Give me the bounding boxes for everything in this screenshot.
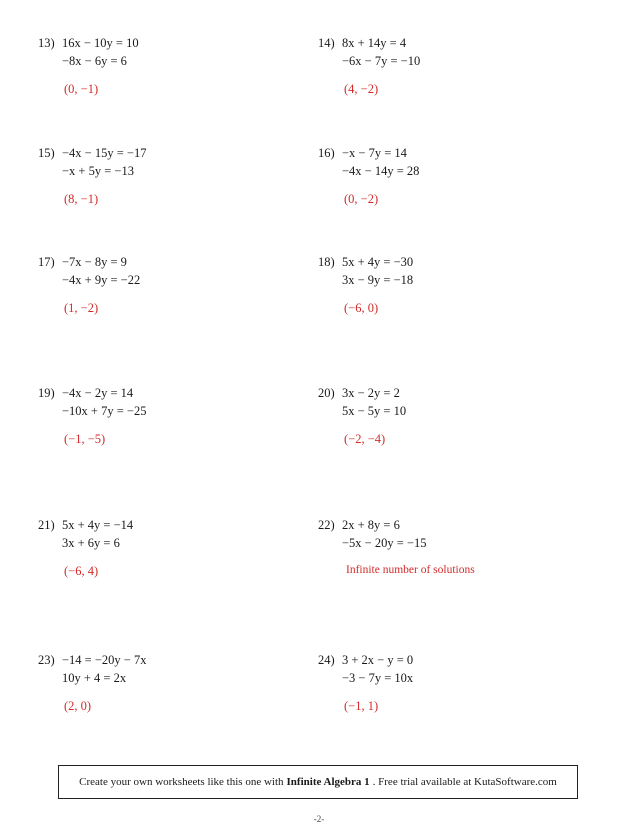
problem-number: 22): [318, 518, 335, 532]
equation-2: −3 − 7y = 10x: [342, 671, 414, 685]
problem-number: 15): [38, 146, 55, 160]
problem-number: 17): [38, 255, 55, 269]
equation-1: −4x − 15y = −17: [62, 146, 147, 160]
footer-suffix: . Free trial available at KutaSoftware.com: [372, 776, 557, 788]
equation-1: 5x + 4y = −30: [342, 255, 414, 269]
problem-number: 20): [318, 386, 335, 400]
equation-1: 3x − 2y = 2: [342, 386, 400, 400]
answer: (−1, −5): [64, 432, 106, 446]
equation-1: 8x + 14y = 4: [342, 36, 407, 50]
problem-number: 23): [38, 653, 55, 667]
equation-1: −x − 7y = 14: [342, 146, 407, 160]
equation-2: −4x − 14y = 28: [342, 164, 420, 178]
equation-2: −4x + 9y = −22: [62, 273, 141, 287]
answer: (0, −1): [64, 82, 99, 96]
problem-number: 24): [318, 653, 335, 667]
problem-number: 13): [38, 36, 55, 50]
answer: (0, −2): [344, 192, 379, 206]
answer: (8, −1): [64, 192, 99, 206]
answer: (−1, 1): [344, 699, 379, 713]
problem-number: 21): [38, 518, 55, 532]
problem-number: 18): [318, 255, 335, 269]
answer: (1, −2): [64, 301, 99, 315]
footer-prefix: Create your own worksheets like this one with: [79, 776, 284, 788]
footer-banner: [58, 765, 578, 799]
equation-2: 5x − 5y = 10: [342, 404, 407, 418]
equation-1: −14 = −20y − 7x: [62, 653, 147, 667]
equation-2: 3x − 9y = −18: [342, 273, 414, 287]
problem-number: 14): [318, 36, 335, 50]
answer: (−2, −4): [344, 432, 386, 446]
equation-2: 10y + 4 = 2x: [62, 671, 127, 685]
equation-1: 2x + 8y = 6: [342, 518, 400, 532]
answer: (2, 0): [64, 699, 92, 713]
footer-product: Infinite Algebra 1: [286, 776, 370, 788]
equation-1: 3 + 2x − y = 0: [342, 653, 414, 667]
equation-2: −5x − 20y = −15: [342, 536, 427, 550]
equation-2: 3x + 6y = 6: [62, 536, 120, 550]
equation-1: −4x − 2y = 14: [62, 386, 134, 400]
problem-number: 19): [38, 386, 55, 400]
equation-2: −6x − 7y = −10: [342, 54, 421, 68]
problem-number: 16): [318, 146, 335, 160]
answer: (−6, 4): [64, 564, 99, 578]
answer: (−6, 0): [344, 301, 379, 315]
answer: Infinite number of solutions: [346, 564, 475, 576]
equation-1: −7x − 8y = 9: [62, 255, 127, 269]
equation-1: 5x + 4y = −14: [62, 518, 134, 532]
equation-2: −8x − 6y = 6: [62, 54, 127, 68]
page-number: -2-: [313, 814, 325, 824]
answer: (4, −2): [344, 82, 379, 96]
equation-2: −10x + 7y = −25: [62, 404, 147, 418]
equation-1: 16x − 10y = 10: [62, 36, 139, 50]
equation-2: −x + 5y = −13: [62, 164, 134, 178]
